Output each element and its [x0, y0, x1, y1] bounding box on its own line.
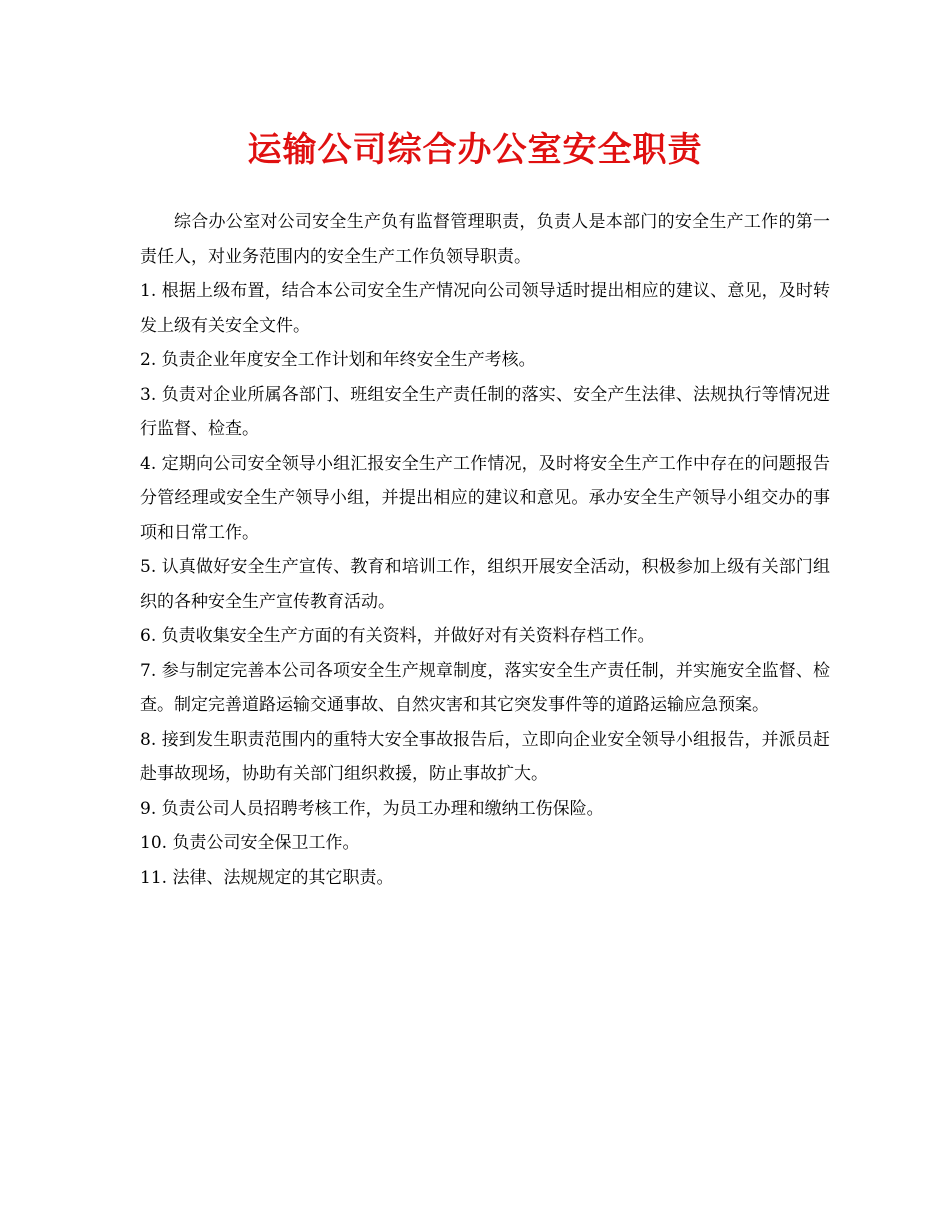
item-number: 3. [140, 384, 157, 405]
item-number: 8. [140, 729, 157, 750]
item-text: 负责公司人员招聘考核工作，为员工办理和缴纳工伤保险。 [161, 798, 604, 819]
item-number: 4. [140, 453, 157, 474]
item-text: 负责收集安全生产方面的有关资料，并做好对有关资料存档工作。 [161, 626, 655, 646]
list-item [140, 654, 830, 723]
item-text: 法律、法规规定的其它职责。 [172, 867, 394, 888]
list-item [140, 378, 830, 447]
item-text: 认真做好安全生产宣传、教育和培训工作，组织开展安全活动，积极参加上级有关部门组织的各种安全生产宣传教育活动。 [140, 557, 831, 612]
item-number: 7. [140, 660, 157, 681]
item-text: 接到发生职责范围内的重特大安全事故报告后，立即向企业安全领导小组报告，并派员赶赴事故现场，协助有关部门组织救援，防止事故扩大。 [140, 729, 831, 784]
list-item [140, 343, 830, 378]
item-text: 负责企业年度安全工作计划和年终安全生产考核。 [161, 350, 536, 370]
item-text: 负责公司安全保卫工作。 [172, 833, 360, 853]
item-text: 根据上级布置，结合本公司安全生产情况向公司领导适时提出相应的建议、意见，及时转发上级有关安全文件。 [140, 281, 831, 336]
item-number: 11. [140, 867, 168, 888]
item-number: 10. [140, 833, 168, 853]
item-number: 5. [140, 557, 157, 577]
item-text: 参与制定完善本公司各项安全生产规章制度，落实安全生产责任制，并实施安全监督、检查。制定完善道路运输交通事故、自然灾害和其它突发事件等的道路运输应急预案。 [140, 660, 831, 715]
list-item [140, 826, 830, 861]
item-number: 1. [140, 281, 157, 301]
list-item [140, 447, 830, 551]
list-item [140, 861, 830, 896]
item-number: 6. [140, 626, 157, 646]
document-title: 运输公司综合办公室安全职责 [247, 130, 703, 170]
intro-paragraph: 综合办公室对公司安全生产负有监督管理职责，负责人是本部门的安全生产工作的第一责任人，对业务范围内的安全生产工作负领导职责。 [140, 212, 830, 267]
item-number: 9. [140, 798, 157, 819]
list-item [140, 550, 830, 619]
item-number: 2. [140, 350, 157, 370]
list-item [140, 274, 830, 343]
list-item [140, 723, 830, 792]
document-body [140, 205, 830, 895]
item-text: 定期向公司安全领导小组汇报安全生产工作情况，及时将安全生产工作中存在的问题报告分管经理或安全生产领导小组，并提出相应的建议和意见。承办安全生产领导小组交办的事项和日常工作。 [140, 453, 831, 543]
list-item [140, 792, 830, 827]
item-text: 负责对企业所属各部门、班组安全生产责任制的落实、安全产生法律、法规执行等情况进行监督、检查。 [140, 384, 831, 439]
list-item [140, 619, 830, 654]
